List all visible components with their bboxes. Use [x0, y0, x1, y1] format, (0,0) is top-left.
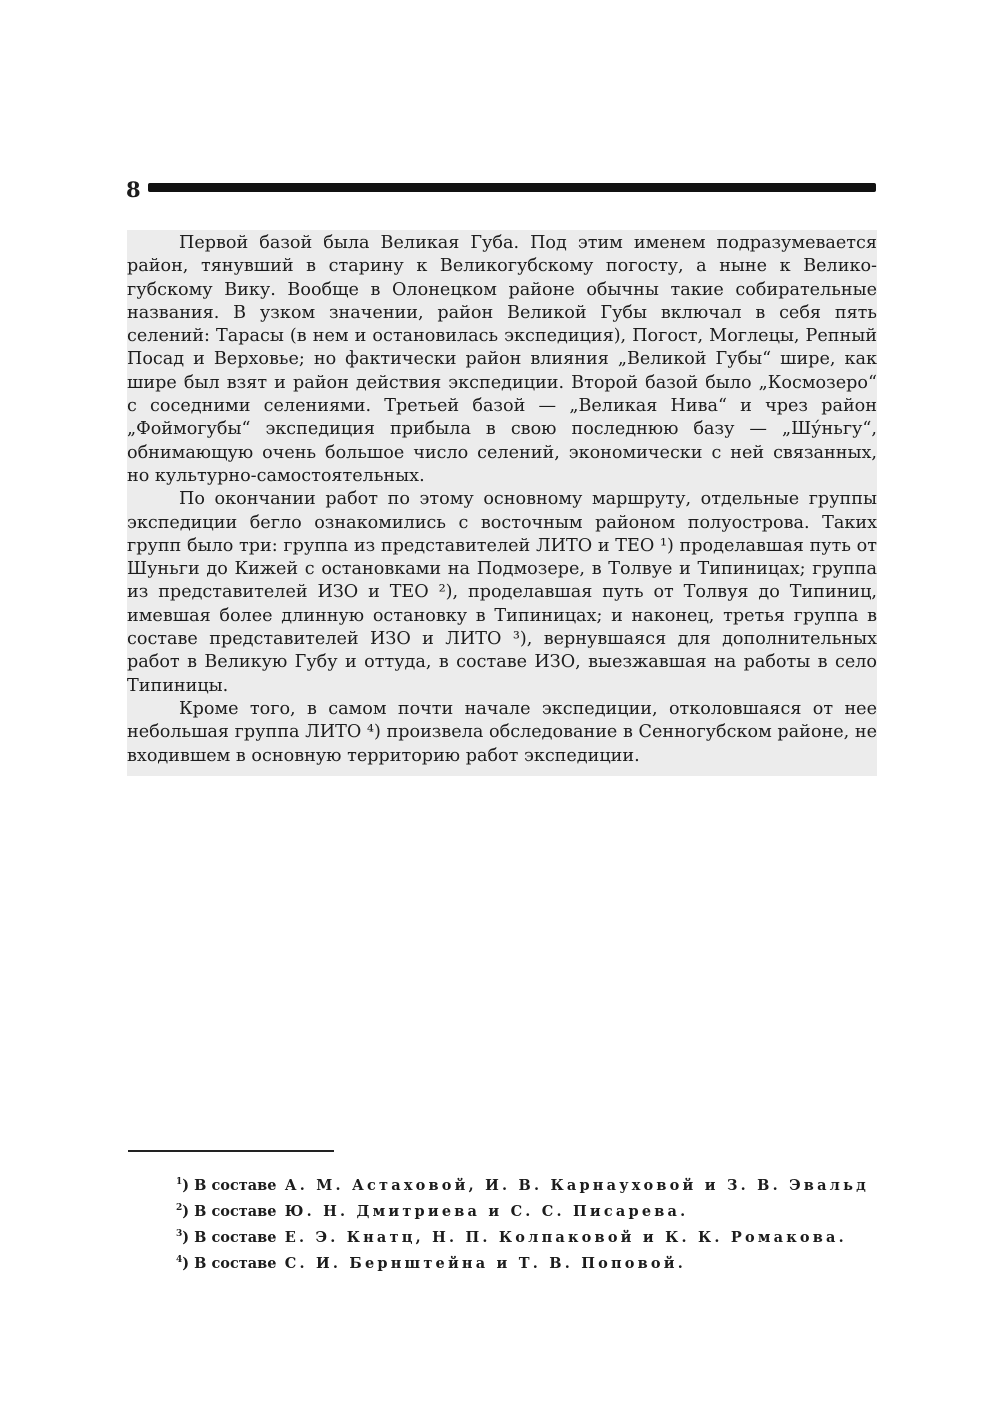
footnote-3: [176, 1223, 886, 1249]
footnote-mark: 2: [176, 1203, 183, 1213]
paragraph-1: Первой базой была Великая Губа. Под этим именем подразумевается район, тянувший в старину к Великогубскому погосту, а ныне к Великогубскому Вику. Вообще в Олонецком районе обычны такие собирательные названия. В узком значении, район Великой Губы включал в себя пять селений: Тарасы (в нем и остановилась экспедиция), Погост, Моглецы, Репный Посад и Верховье; но фактически район влияния „Великой Губы“ шире, как шире был взят и район действия экспедиции. Второй базой было „Космозеро“ с соседними селениями. Третьей базой — „Великая Нива“ и чрез район „Фоймогубы“ экспедиция прибыла в свою последнюю базу — „Шу́ньгу“, обнимающую очень большое число селений, экономически с ней связанных, но культурно-самостоятельных.: [127, 233, 877, 486]
footnote-names: С. И. Бернштейна и Т. В. Поповой.: [276, 1255, 686, 1272]
footnote-lead: ) В составе: [182, 1229, 277, 1246]
footnote-names: Ю. Н. Дмитриева и С. С. Писарева.: [276, 1203, 689, 1220]
main-text: [127, 230, 877, 776]
header-rule: [148, 183, 876, 192]
footnote-lead: ) В составе: [182, 1255, 277, 1272]
footnote-names: А. М. Астаховой, И. В. Карнауховой и З. В. Эвальд: [276, 1177, 870, 1194]
footnote-mark: 3: [176, 1229, 183, 1239]
footnote-names: Е. Э. Кнатц, Н. П. Колпаковой и К. К. Ромакова.: [276, 1229, 847, 1246]
paragraph-3: Кроме того, в самом почти начале экспедиции, отколовшаяся от нее небольшая группа ЛИТО ⁴) произвела обследование в Сенногубском районе, не входившем в основную территорию работ экспедиции.: [127, 698, 877, 766]
footnote-lead: ) В составе: [182, 1203, 277, 1220]
footnotes: [176, 1171, 886, 1275]
footnote-mark: 4: [176, 1255, 183, 1265]
footnote-1: [176, 1171, 886, 1197]
page-number: 8: [126, 177, 141, 202]
footnote-rule: [128, 1150, 334, 1152]
footnote-4: [176, 1249, 886, 1275]
footnote-2: [176, 1197, 886, 1223]
footnote-mark: 1: [176, 1177, 183, 1187]
footnote-lead: ) В составе: [182, 1177, 277, 1194]
paragraph-2: По окончании работ по этому основному маршруту, отдельные группы экспедиции бегло ознакомились с восточным районом полуострова. Таких групп было три: группа из представителей ЛИТО и ТЕО ¹) проделавшая путь от Шуньги до Кижей с остановками на Подмозере, в Толвуе и Типиницах; группа из представителей ИЗО и ТЕО ²), проделавшая путь от Толвуя до Типиниц, имевшая более длинную остановку в Типиницах; и наконец, третья группа в составе представителей ИЗО и ЛИТО ³), вернувшаяся для дополнительных работ в Великую Губу и оттуда, в составе ИЗО, выезжавшая на работы в село Типиницы.: [127, 489, 877, 696]
